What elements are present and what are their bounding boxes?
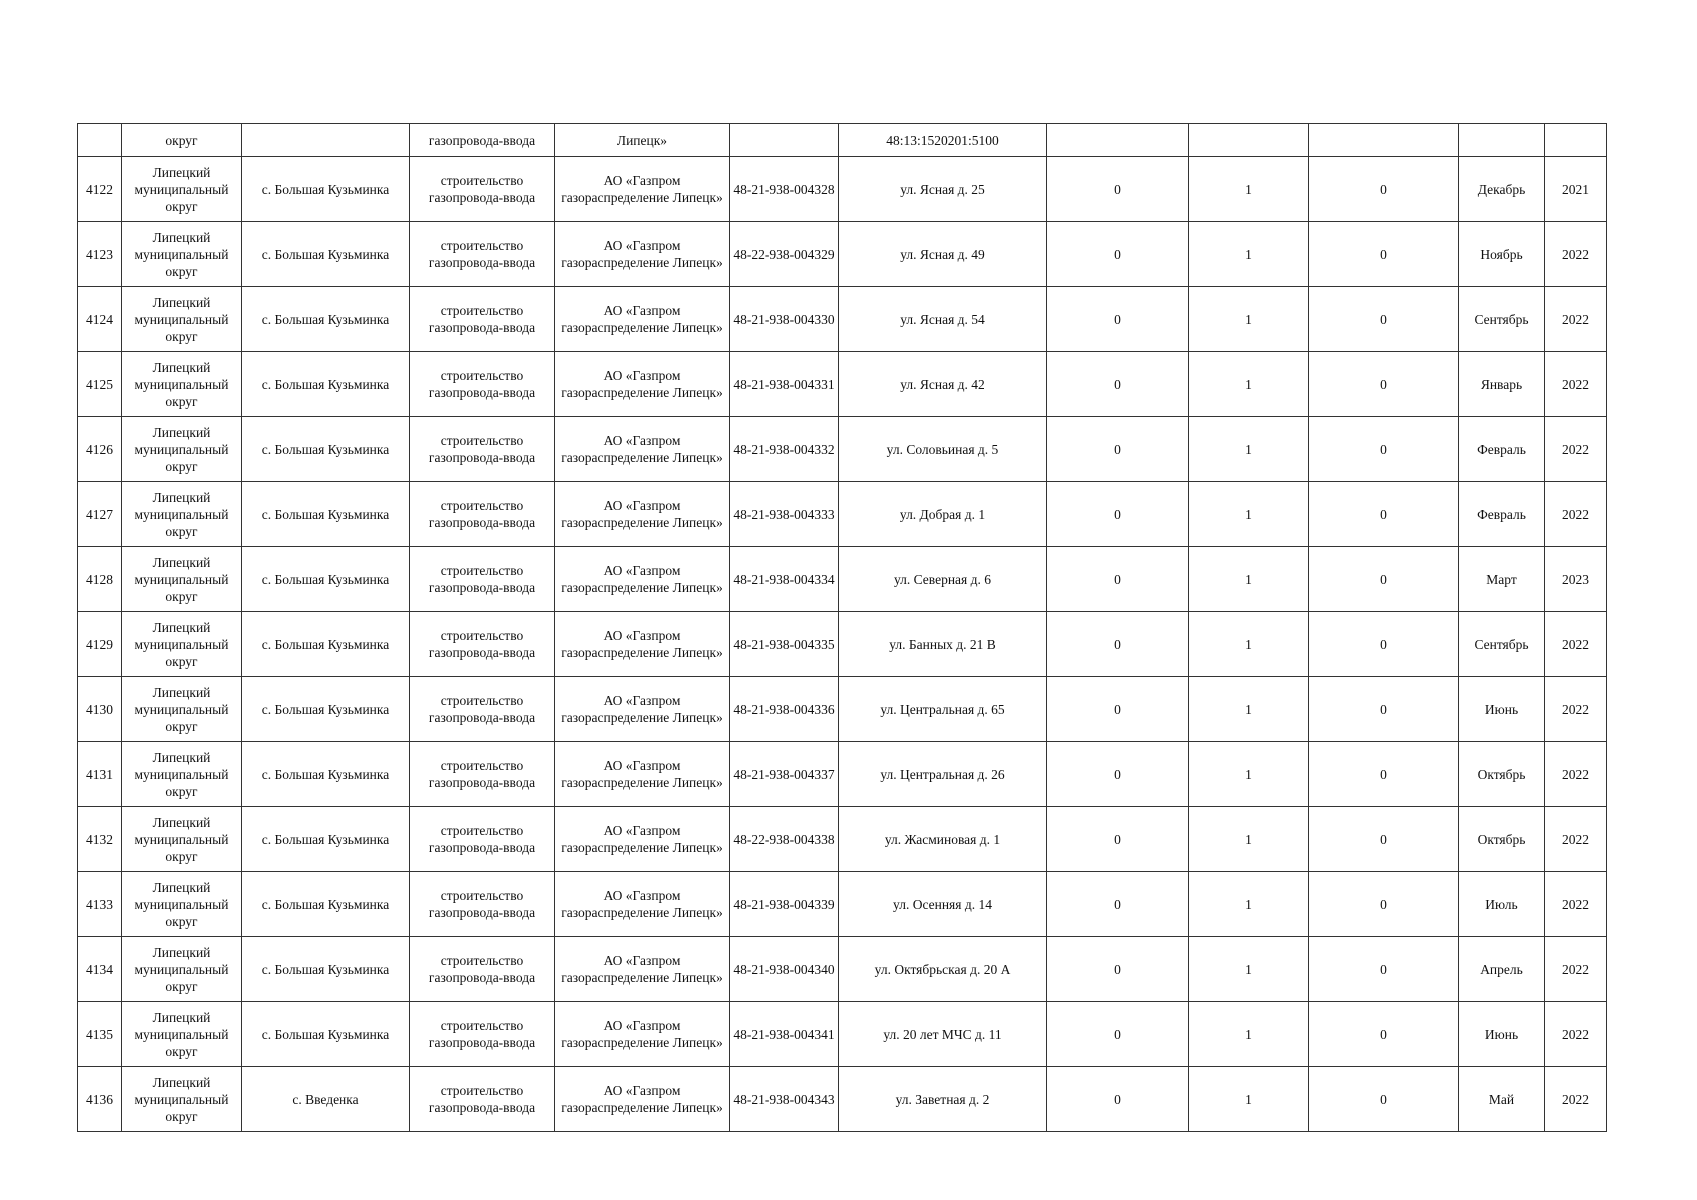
cell-address: ул. Добрая д. 1 — [839, 482, 1047, 547]
cell-number — [78, 124, 122, 157]
cell-district: Липецкий муниципальный округ — [122, 222, 242, 287]
cell-month: Июнь — [1459, 677, 1545, 742]
cell-object-code: 48-21-938-004331 — [730, 352, 839, 417]
cell-settlement: с. Большая Кузьминка — [242, 157, 410, 222]
cell-year: 2022 — [1545, 807, 1607, 872]
cell-settlement: с. Большая Кузьминка — [242, 287, 410, 352]
cell-object-code: 48-21-938-004337 — [730, 742, 839, 807]
cell-number: 4132 — [78, 807, 122, 872]
cell-number: 4127 — [78, 482, 122, 547]
cell-address: ул. Северная д. 6 — [839, 547, 1047, 612]
table-row — [78, 157, 1607, 222]
cell-value-2: 1 — [1189, 612, 1309, 677]
cell-address: ул. Ясная д. 25 — [839, 157, 1047, 222]
cell-value-1: 0 — [1047, 1002, 1189, 1067]
cell-month: Май — [1459, 1067, 1545, 1132]
cell-value-3: 0 — [1309, 547, 1459, 612]
cell-year: 2022 — [1545, 1002, 1607, 1067]
cell-organization: АО «Газпром газораспределение Липецк» — [555, 287, 730, 352]
cell-address: ул. Банных д. 21 В — [839, 612, 1047, 677]
cell-value-2 — [1189, 124, 1309, 157]
cell-value-1: 0 — [1047, 1067, 1189, 1132]
cell-settlement: с. Большая Кузьминка — [242, 547, 410, 612]
cell-organization: АО «Газпром газораспределение Липецк» — [555, 677, 730, 742]
table-row — [78, 677, 1607, 742]
cell-year: 2022 — [1545, 417, 1607, 482]
cell-month: Октябрь — [1459, 742, 1545, 807]
cell-year: 2022 — [1545, 222, 1607, 287]
cell-year: 2022 — [1545, 742, 1607, 807]
cell-year: 2022 — [1545, 937, 1607, 1002]
cell-organization: Липецк» — [555, 124, 730, 157]
cell-number: 4133 — [78, 872, 122, 937]
cell-address: ул. Ясная д. 42 — [839, 352, 1047, 417]
cell-district: Липецкий муниципальный округ — [122, 742, 242, 807]
cell-district: Липецкий муниципальный округ — [122, 807, 242, 872]
cell-cadastral-number: 48:13:1520201:5100 — [839, 124, 1047, 157]
cell-value-3: 0 — [1309, 222, 1459, 287]
cell-organization: АО «Газпром газораспределение Липецк» — [555, 872, 730, 937]
cell-value-2: 1 — [1189, 157, 1309, 222]
cell-object-code: 48-22-938-004338 — [730, 807, 839, 872]
cell-organization: АО «Газпром газораспределение Липецк» — [555, 157, 730, 222]
cell-work-type: строительство газопровода-ввода — [410, 1002, 555, 1067]
cell-district: Липецкий муниципальный округ — [122, 417, 242, 482]
cell-month: Сентябрь — [1459, 612, 1545, 677]
table-row — [78, 937, 1607, 1002]
cell-month: Июнь — [1459, 1002, 1545, 1067]
cell-organization: АО «Газпром газораспределение Липецк» — [555, 222, 730, 287]
cell-value-3: 0 — [1309, 677, 1459, 742]
cell-value-2: 1 — [1189, 352, 1309, 417]
table-row — [78, 1002, 1607, 1067]
registry-body — [78, 124, 1607, 1132]
cell-value-2: 1 — [1189, 1002, 1309, 1067]
cell-organization: АО «Газпром газораспределение Липецк» — [555, 742, 730, 807]
cell-value-3: 0 — [1309, 417, 1459, 482]
cell-district: Липецкий муниципальный округ — [122, 352, 242, 417]
cell-work-type: строительство газопровода-ввода — [410, 482, 555, 547]
table-row — [78, 1067, 1607, 1132]
cell-work-type: строительство газопровода-ввода — [410, 352, 555, 417]
cell-settlement: с. Большая Кузьминка — [242, 417, 410, 482]
cell-district: Липецкий муниципальный округ — [122, 612, 242, 677]
cell-address: ул. Соловьиная д. 5 — [839, 417, 1047, 482]
cell-object-code: 48-21-938-004334 — [730, 547, 839, 612]
cell-month — [1459, 124, 1545, 157]
cell-object-code: 48-21-938-004336 — [730, 677, 839, 742]
cell-year: 2022 — [1545, 612, 1607, 677]
cell-object-code: 48-21-938-004332 — [730, 417, 839, 482]
cell-number: 4125 — [78, 352, 122, 417]
cell-value-1: 0 — [1047, 612, 1189, 677]
cell-address: ул. Центральная д. 26 — [839, 742, 1047, 807]
cell-number: 4123 — [78, 222, 122, 287]
table-row — [78, 222, 1607, 287]
cell-month: Июль — [1459, 872, 1545, 937]
cell-value-3: 0 — [1309, 1067, 1459, 1132]
cell-settlement: с. Большая Кузьминка — [242, 677, 410, 742]
cell-number: 4135 — [78, 1002, 122, 1067]
cell-value-2: 1 — [1189, 1067, 1309, 1132]
cell-number: 4131 — [78, 742, 122, 807]
cell-value-1: 0 — [1047, 157, 1189, 222]
cell-object-code: 48-21-938-004343 — [730, 1067, 839, 1132]
cell-district: Липецкий муниципальный округ — [122, 1002, 242, 1067]
cell-number: 4134 — [78, 937, 122, 1002]
cell-value-1: 0 — [1047, 547, 1189, 612]
table-row — [78, 287, 1607, 352]
cell-district: Липецкий муниципальный округ — [122, 287, 242, 352]
cell-organization: АО «Газпром газораспределение Липецк» — [555, 547, 730, 612]
cell-value-2: 1 — [1189, 742, 1309, 807]
cell-month: Сентябрь — [1459, 287, 1545, 352]
cell-object-code: 48-21-938-004330 — [730, 287, 839, 352]
registry-table — [77, 123, 1607, 1132]
cell-month: Март — [1459, 547, 1545, 612]
cell-number: 4126 — [78, 417, 122, 482]
cell-value-1: 0 — [1047, 742, 1189, 807]
cell-organization: АО «Газпром газораспределение Липецк» — [555, 807, 730, 872]
cell-value-2: 1 — [1189, 222, 1309, 287]
table-row — [78, 482, 1607, 547]
cell-number: 4136 — [78, 1067, 122, 1132]
cell-month: Ноябрь — [1459, 222, 1545, 287]
cell-district: Липецкий муниципальный округ — [122, 677, 242, 742]
cell-value-1: 0 — [1047, 872, 1189, 937]
cell-organization: АО «Газпром газораспределение Липецк» — [555, 352, 730, 417]
cell-organization: АО «Газпром газораспределение Липецк» — [555, 612, 730, 677]
cell-address: ул. Центральная д. 65 — [839, 677, 1047, 742]
cell-organization: АО «Газпром газораспределение Липецк» — [555, 937, 730, 1002]
cell-value-2: 1 — [1189, 482, 1309, 547]
cell-number: 4122 — [78, 157, 122, 222]
cell-work-type: строительство газопровода-ввода — [410, 612, 555, 677]
cell-year: 2022 — [1545, 287, 1607, 352]
cell-district: округ — [122, 124, 242, 157]
table-row — [78, 807, 1607, 872]
cell-address: ул. Жасминовая д. 1 — [839, 807, 1047, 872]
cell-value-1: 0 — [1047, 807, 1189, 872]
cell-month: Январь — [1459, 352, 1545, 417]
cell-value-3: 0 — [1309, 742, 1459, 807]
cell-address: ул. Осенняя д. 14 — [839, 872, 1047, 937]
cell-settlement: с. Большая Кузьминка — [242, 742, 410, 807]
cell-object-code: 48-22-938-004329 — [730, 222, 839, 287]
cell-value-3: 0 — [1309, 872, 1459, 937]
cell-value-3: 0 — [1309, 157, 1459, 222]
cell-value-1: 0 — [1047, 222, 1189, 287]
cell-settlement: с. Большая Кузьминка — [242, 807, 410, 872]
cell-month: Октябрь — [1459, 807, 1545, 872]
cell-work-type: строительство газопровода-ввода — [410, 807, 555, 872]
cell-district: Липецкий муниципальный округ — [122, 937, 242, 1002]
cell-month: Декабрь — [1459, 157, 1545, 222]
cell-value-2: 1 — [1189, 417, 1309, 482]
cell-address: ул. 20 лет МЧС д. 11 — [839, 1002, 1047, 1067]
cell-settlement: с. Большая Кузьминка — [242, 1002, 410, 1067]
cell-year: 2022 — [1545, 677, 1607, 742]
cell-year: 2021 — [1545, 157, 1607, 222]
cell-value-3: 0 — [1309, 937, 1459, 1002]
cell-value-3 — [1309, 124, 1459, 157]
cell-organization: АО «Газпром газораспределение Липецк» — [555, 1067, 730, 1132]
cell-year: 2023 — [1545, 547, 1607, 612]
cell-year — [1545, 124, 1607, 157]
cell-value-1: 0 — [1047, 417, 1189, 482]
cell-number: 4130 — [78, 677, 122, 742]
cell-address: ул. Октябрьская д. 20 А — [839, 937, 1047, 1002]
cell-month: Февраль — [1459, 417, 1545, 482]
cell-value-1: 0 — [1047, 937, 1189, 1002]
cell-organization: АО «Газпром газораспределение Липецк» — [555, 417, 730, 482]
cell-object-code: 48-21-938-004328 — [730, 157, 839, 222]
cell-value-1 — [1047, 124, 1189, 157]
cell-district: Липецкий муниципальный округ — [122, 1067, 242, 1132]
cell-work-type: газопровода-ввода — [410, 124, 555, 157]
cell-object-code: 48-21-938-004340 — [730, 937, 839, 1002]
cell-work-type: строительство газопровода-ввода — [410, 1067, 555, 1132]
cell-organization: АО «Газпром газораспределение Липецк» — [555, 482, 730, 547]
cell-number: 4128 — [78, 547, 122, 612]
cell-month: Апрель — [1459, 937, 1545, 1002]
cell-district: Липецкий муниципальный округ — [122, 482, 242, 547]
cell-settlement: с. Большая Кузьминка — [242, 937, 410, 1002]
table-row — [78, 872, 1607, 937]
cell-settlement: с. Большая Кузьминка — [242, 352, 410, 417]
cell-settlement: с. Введенка — [242, 1067, 410, 1132]
cell-settlement: с. Большая Кузьминка — [242, 222, 410, 287]
cell-year: 2022 — [1545, 352, 1607, 417]
cell-year: 2022 — [1545, 872, 1607, 937]
cell-month: Февраль — [1459, 482, 1545, 547]
cell-number: 4129 — [78, 612, 122, 677]
cell-district: Липецкий муниципальный округ — [122, 157, 242, 222]
cell-value-2: 1 — [1189, 287, 1309, 352]
cell-object-code: 48-21-938-004341 — [730, 1002, 839, 1067]
cell-object-code — [730, 124, 839, 157]
cell-number: 4124 — [78, 287, 122, 352]
table-row — [78, 547, 1607, 612]
cell-settlement — [242, 124, 410, 157]
cell-value-3: 0 — [1309, 352, 1459, 417]
cell-object-code: 48-21-938-004333 — [730, 482, 839, 547]
cell-work-type: строительство газопровода-ввода — [410, 287, 555, 352]
cell-settlement: с. Большая Кузьминка — [242, 612, 410, 677]
cell-address: ул. Заветная д. 2 — [839, 1067, 1047, 1132]
table-row-continued — [78, 124, 1607, 157]
cell-value-3: 0 — [1309, 482, 1459, 547]
cell-district: Липецкий муниципальный округ — [122, 872, 242, 937]
cell-work-type: строительство газопровода-ввода — [410, 222, 555, 287]
cell-value-2: 1 — [1189, 547, 1309, 612]
cell-address: ул. Ясная д. 49 — [839, 222, 1047, 287]
cell-work-type: строительство газопровода-ввода — [410, 872, 555, 937]
cell-value-3: 0 — [1309, 287, 1459, 352]
cell-value-3: 0 — [1309, 612, 1459, 677]
cell-value-2: 1 — [1189, 677, 1309, 742]
cell-object-code: 48-21-938-004335 — [730, 612, 839, 677]
cell-value-3: 0 — [1309, 807, 1459, 872]
cell-value-1: 0 — [1047, 677, 1189, 742]
cell-value-1: 0 — [1047, 482, 1189, 547]
table-row — [78, 742, 1607, 807]
cell-value-1: 0 — [1047, 352, 1189, 417]
cell-settlement: с. Большая Кузьминка — [242, 482, 410, 547]
cell-year: 2022 — [1545, 482, 1607, 547]
cell-work-type: строительство газопровода-ввода — [410, 547, 555, 612]
cell-work-type: строительство газопровода-ввода — [410, 742, 555, 807]
cell-object-code: 48-21-938-004339 — [730, 872, 839, 937]
cell-work-type: строительство газопровода-ввода — [410, 157, 555, 222]
table-row — [78, 352, 1607, 417]
cell-address: ул. Ясная д. 54 — [839, 287, 1047, 352]
cell-value-1: 0 — [1047, 287, 1189, 352]
cell-work-type: строительство газопровода-ввода — [410, 937, 555, 1002]
cell-value-2: 1 — [1189, 937, 1309, 1002]
table-row — [78, 417, 1607, 482]
cell-work-type: строительство газопровода-ввода — [410, 677, 555, 742]
cell-organization: АО «Газпром газораспределение Липецк» — [555, 1002, 730, 1067]
cell-district: Липецкий муниципальный округ — [122, 547, 242, 612]
cell-settlement: с. Большая Кузьминка — [242, 872, 410, 937]
table-row — [78, 612, 1607, 677]
cell-value-3: 0 — [1309, 1002, 1459, 1067]
cell-year: 2022 — [1545, 1067, 1607, 1132]
cell-value-2: 1 — [1189, 872, 1309, 937]
cell-value-2: 1 — [1189, 807, 1309, 872]
cell-work-type: строительство газопровода-ввода — [410, 417, 555, 482]
